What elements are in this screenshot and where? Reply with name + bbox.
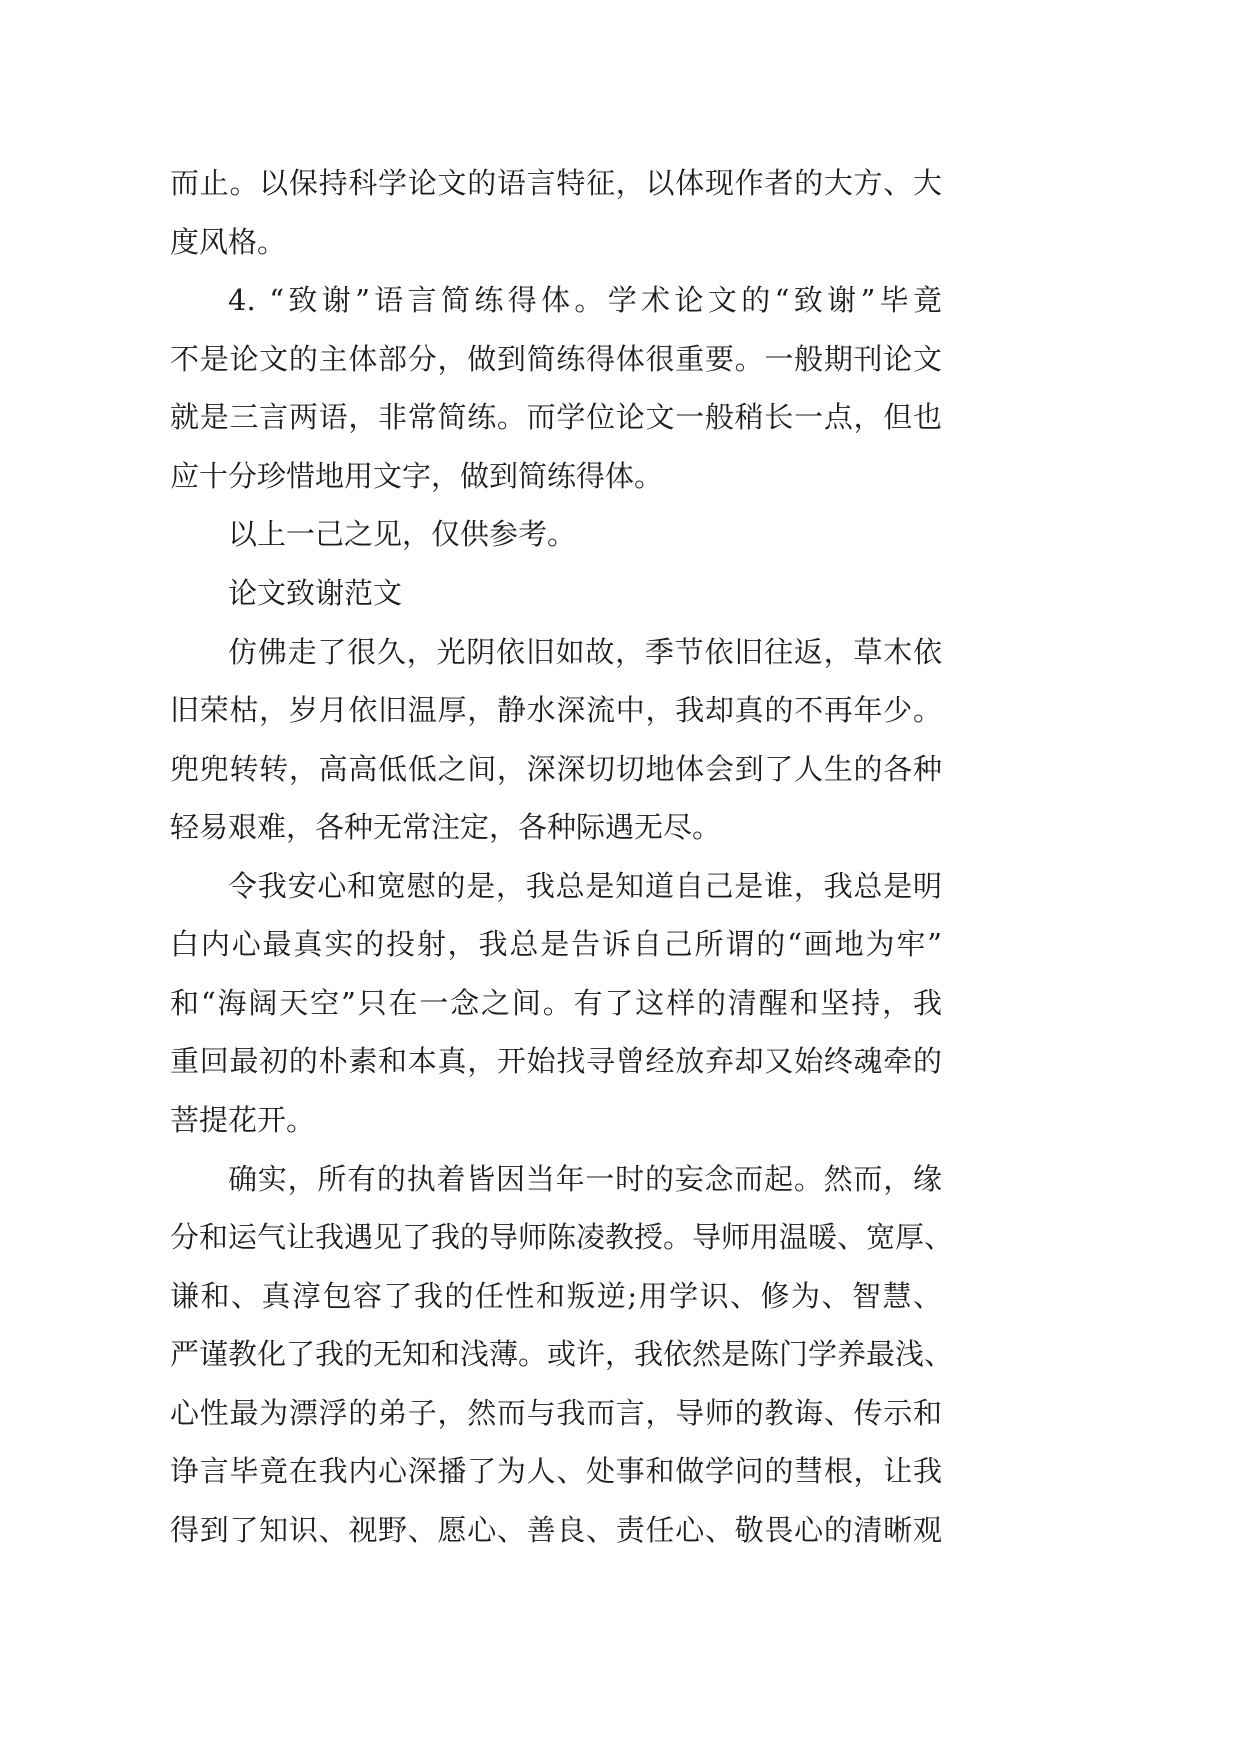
text-line: 心性最为漂浮的弟子，然而与我而言，导师的教诲、传示和 xyxy=(170,1395,942,1430)
paragraph xyxy=(170,271,942,505)
text-line: 轻易艰难，各种无常注定，各种际遇无尽。 xyxy=(170,810,722,845)
text-line: 诤言毕竟在我内心深播了为人、处事和做学问的彗根，让我 xyxy=(170,1454,942,1489)
text-line: 不是论文的主体部分，做到简练得体很重要。一般期刊论文 xyxy=(170,341,942,376)
text-line: 以上一己之见，仅供参考。 xyxy=(228,517,577,552)
text-line: 菩提花开。 xyxy=(170,1103,316,1137)
text-line: 重回最初的朴素和本真，开始找寻曾经放弃却又始终魂牵的 xyxy=(170,1044,942,1079)
paragraph xyxy=(170,505,942,564)
text-line: 得到了知识、视野、愿心、善良、责任心、敬畏心的清晰观 xyxy=(170,1512,942,1547)
text-line: 令我安心和宽慰的是，我总是知道自己是谁，我总是明 xyxy=(228,868,942,903)
body-text xyxy=(170,154,954,1560)
text-line: 确实，所有的执着皆因当年一时的妄念而起。然而，缘 xyxy=(228,1161,942,1196)
text-line: 应十分珍惜地用文字，做到简练得体。 xyxy=(170,458,664,493)
text-line: 而止。以保持科学论文的语言特征，以体现作者的大方、大 xyxy=(170,166,942,200)
paragraph xyxy=(170,154,942,271)
paragraph xyxy=(170,623,942,857)
text-line: 和“海阔天空”只在一念之间。有了这样的清醒和坚持，我 xyxy=(170,985,942,1020)
paragraph xyxy=(170,857,942,1150)
section-heading xyxy=(170,564,942,623)
text-line: 谦和、真淳包容了我的任性和叛逆;用学识、修为、智慧、 xyxy=(170,1278,942,1313)
text-line: 就是三言两语，非常简练。而学位论文一般稍长一点，但也 xyxy=(170,400,942,435)
paragraph xyxy=(170,1150,954,1560)
text-line: 旧荣枯，岁月依旧温厚，静水深流中，我却真的不再年少。 xyxy=(170,693,942,728)
text-line: 4. “致谢”语言简练得体。学术论文的“致谢”毕竟 xyxy=(228,283,942,318)
text-line: 兜兜转转，高高低低之间，深深切切地体会到了人生的各种 xyxy=(170,751,942,786)
text-line: 度风格。 xyxy=(170,224,287,259)
heading-text: 论文致谢范文 xyxy=(228,575,403,610)
text-line: 分和运气让我遇见了我的导师陈凌教授。导师用温暖、宽厚、 xyxy=(170,1220,954,1255)
text-line: 仿佛走了很久，光阴依旧如故，季节依旧往返，草木依 xyxy=(228,634,942,669)
text-line: 白内心最真实的投射，我总是告诉自己所谓的“画地为牢” xyxy=(170,927,942,962)
text-line: 严谨教化了我的无知和浅薄。或许，我依然是陈门学养最浅、 xyxy=(170,1337,954,1372)
